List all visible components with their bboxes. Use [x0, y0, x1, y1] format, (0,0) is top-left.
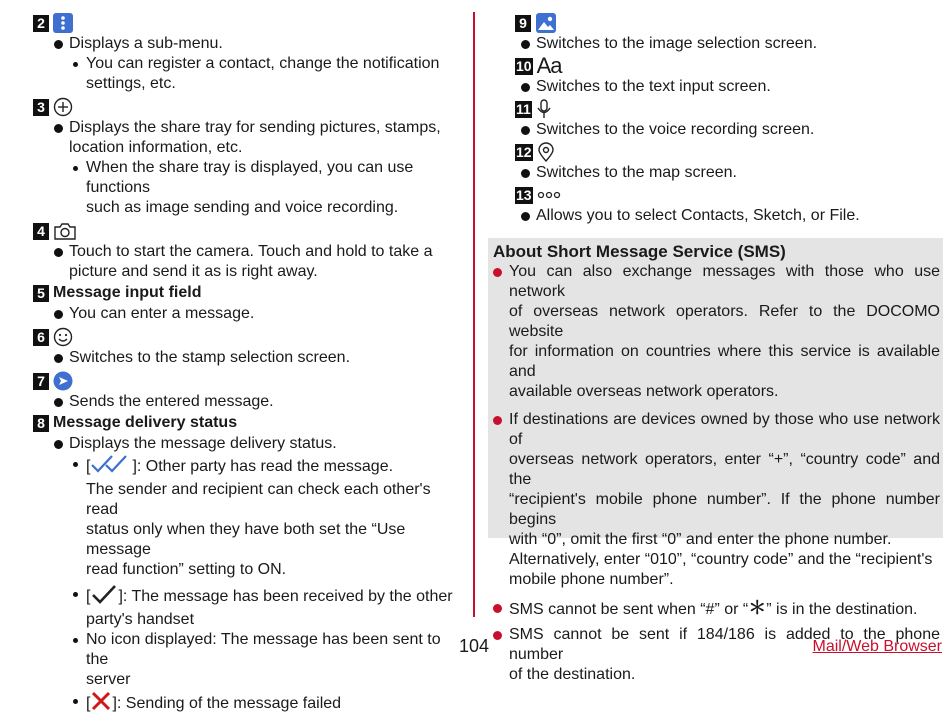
map-pin-icon — [537, 142, 555, 162]
bullet-text: Displays a sub-menu. — [33, 34, 463, 54]
failed-x-icon — [90, 691, 112, 717]
section-3 — [33, 96, 463, 218]
sms-items — [492, 262, 940, 690]
section-12 — [515, 141, 943, 183]
section-2 — [33, 12, 463, 94]
status-received-item: [ ]: The message has been received by the other — [33, 584, 463, 610]
left-column — [33, 12, 463, 717]
item-number: 13 — [516, 186, 532, 203]
sms-box-title: About Short Message Service (SMS) — [493, 242, 786, 261]
camera-icon — [53, 221, 77, 241]
item-number: 5 — [33, 285, 49, 302]
status-failed-item: [ ]: Sending of the message failed — [33, 691, 463, 717]
section-link[interactable]: Mail/Web Browser — [812, 638, 942, 655]
send-icon — [53, 371, 73, 391]
sub-bullet-cont: settings, etc. — [86, 75, 176, 92]
plus-circle-icon — [53, 97, 73, 117]
sms-item: SMS cannot be sent when “#” or “＊” is in the destination. — [492, 598, 940, 620]
section-5 — [33, 282, 463, 324]
sms-item: SMS cannot be sent if 184/186 is added to the phone number of the destination. — [492, 625, 940, 685]
image-icon — [535, 13, 557, 33]
bullet-text: Switches to the image selection screen. — [515, 34, 943, 54]
bullet-text: Displays the message delivery status. — [33, 434, 463, 454]
text-icon: Aa — [536, 53, 562, 78]
right-column — [515, 12, 943, 226]
status-read-desc: The sender and recipient can check each other's read — [86, 481, 431, 518]
column-divider — [473, 12, 475, 617]
section-8 — [33, 412, 463, 717]
double-check-icon — [90, 454, 132, 480]
status-read-desc: read function” setting to ON. — [86, 561, 287, 578]
bullet-text: You can enter a message. — [33, 304, 463, 324]
sms-item: If destinations are devices owned by those who use network of overseas network operators, enter “+”, “country code” and the “recipient's mobile phone number”. If the phone number begins with “0”, omit the first “0” and enter the phone number. Alternatively, enter “010”, “country code” and the “recipient's mobile phone number”. — [492, 410, 940, 590]
section-13 — [515, 184, 943, 226]
section-7 — [33, 370, 463, 412]
smiley-icon — [53, 327, 73, 347]
bullet-text: Touch to start the camera. Touch and hold to take a — [33, 242, 463, 262]
bullet-text: Displays the share tray for sending pictures, stamps, — [33, 118, 463, 138]
asterisk-glyph: ＊ — [748, 598, 767, 618]
item-number: 6 — [33, 329, 49, 346]
bullet-text: Switches to the voice recording screen. — [515, 120, 943, 140]
section-title: Message delivery status — [53, 414, 238, 431]
item-number: 11 — [516, 100, 531, 117]
status-read-desc: status only when they have both set the “Use message — [86, 521, 406, 558]
bullet-text: Sends the entered message. — [33, 392, 463, 412]
bullet-text: Switches to the text input screen. — [515, 77, 943, 97]
bullet-cont: picture and send it as is right away. — [69, 263, 318, 280]
bullet-cont: location information, etc. — [69, 139, 243, 156]
item-number: 8 — [33, 415, 49, 432]
bullet-text: Allows you to select Contacts, Sketch, or File. — [515, 206, 943, 226]
item-number: 10 — [516, 57, 532, 74]
page-number: 104 — [459, 636, 490, 656]
status-received-desc: party's handset — [86, 611, 195, 628]
bullet-text: Switches to the stamp selection screen. — [33, 348, 463, 368]
microphone-icon — [536, 99, 552, 119]
sms-item: You can also exchange messages with those who use network of overseas network operators. Refer to the DOCOMO website for information on countries where this service is available and available overseas network operators. — [492, 262, 940, 402]
menu-dots-icon — [53, 13, 73, 33]
bullet-text: Switches to the map screen. — [515, 163, 943, 183]
more-dots-icon — [537, 185, 561, 205]
item-number: 3 — [33, 99, 49, 116]
status-read-item: [ ]: Other party has read the message. — [33, 454, 463, 480]
item-number: 2 — [33, 15, 49, 32]
sub-bullet-text: You can register a contact, change the notification — [33, 54, 463, 74]
item-number: 12 — [516, 143, 532, 160]
section-title: Message input field — [53, 284, 202, 301]
section-4 — [33, 220, 463, 282]
sub-bullet-text: When the share tray is displayed, you can use functions — [33, 158, 463, 198]
check-icon — [90, 584, 118, 610]
section-11 — [515, 98, 943, 140]
section-10 — [515, 55, 943, 97]
status-no-icon-item: No icon displayed: The message has been sent to the — [33, 630, 463, 670]
sub-bullet-cont: such as image sending and voice recording. — [86, 199, 399, 216]
section-9 — [515, 12, 943, 54]
item-number: 7 — [33, 373, 49, 390]
status-no-icon-desc: server — [86, 671, 131, 688]
item-number: 4 — [33, 223, 49, 240]
section-6 — [33, 326, 463, 368]
item-number: 9 — [515, 15, 531, 32]
